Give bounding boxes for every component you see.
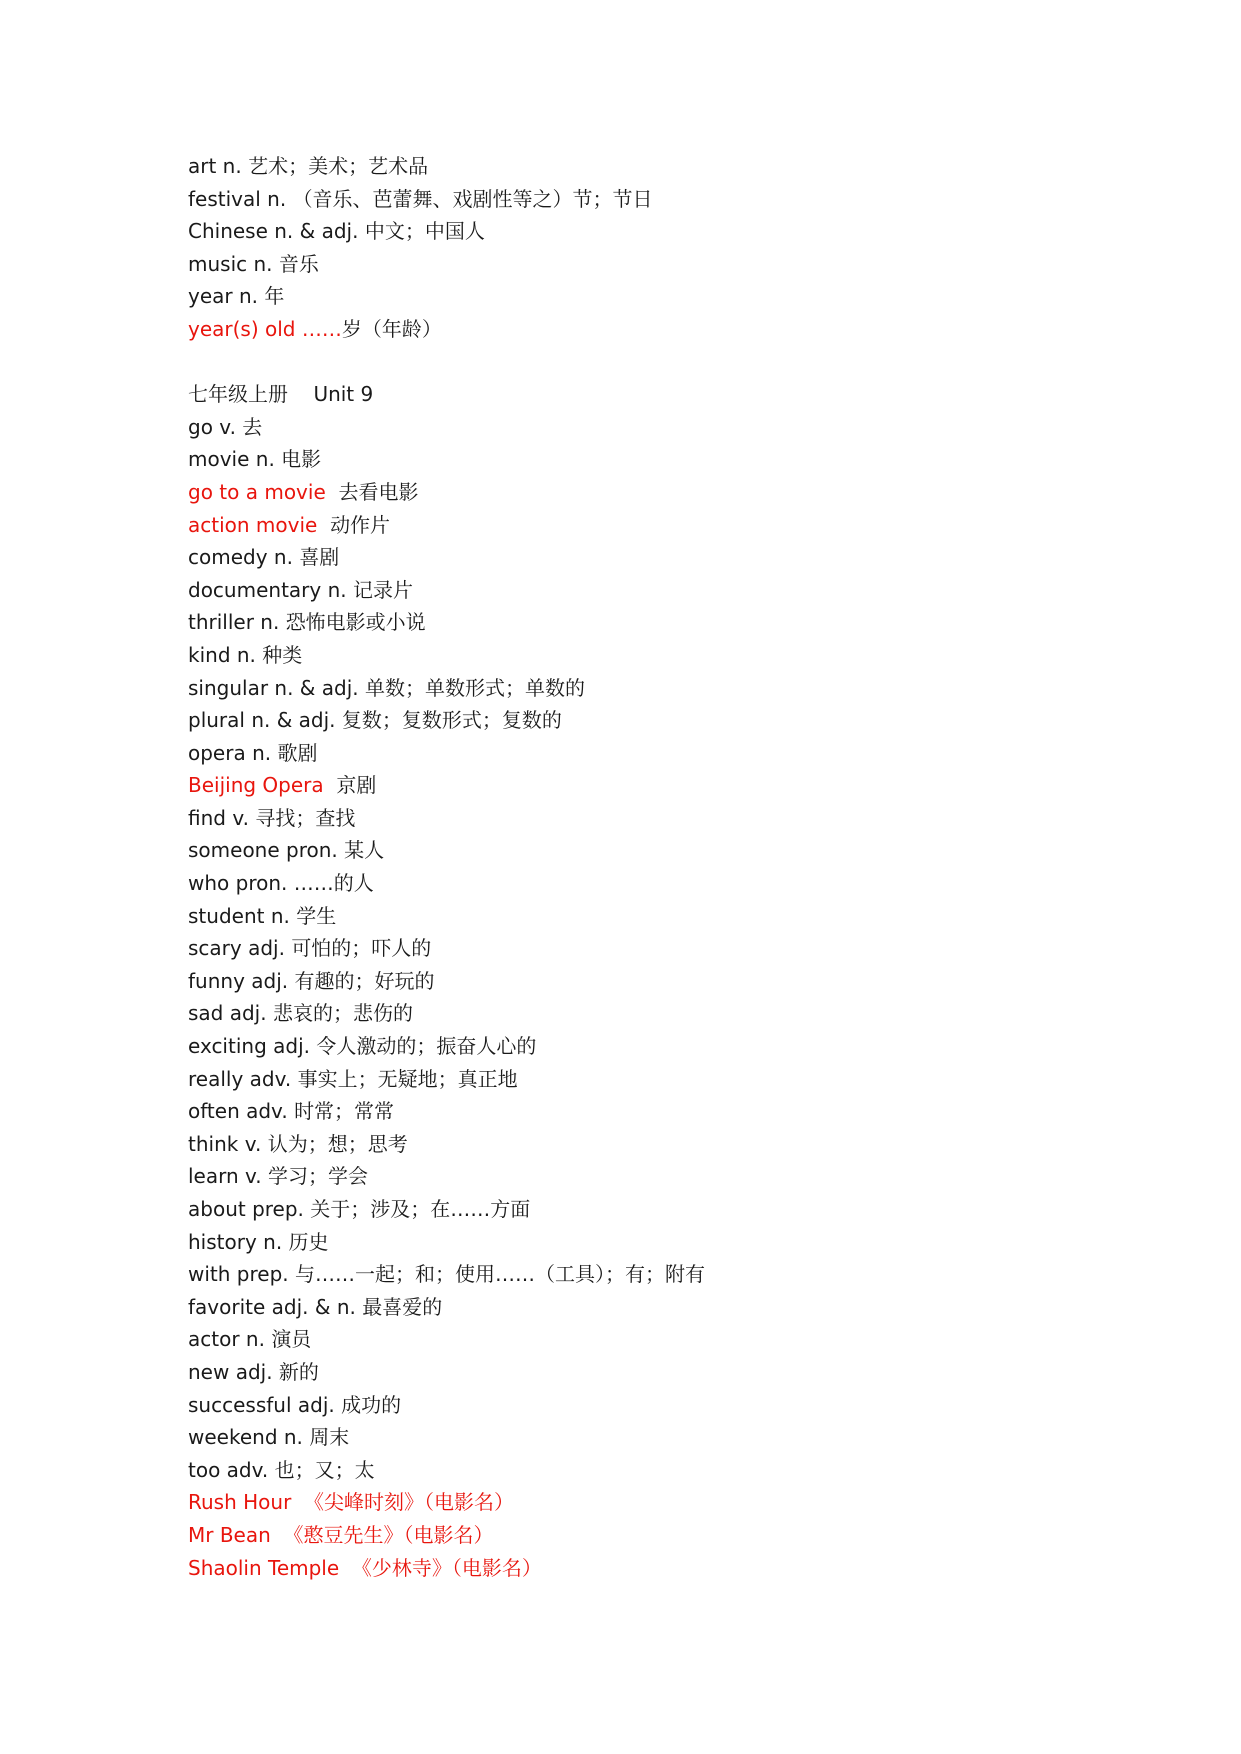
- vocab-definition: 令人激动的；振奋人心的: [316, 1034, 537, 1059]
- vocab-entry: [188, 704, 1188, 737]
- vocab-entry: [188, 672, 1188, 705]
- vocab-entry: [188, 1160, 1188, 1193]
- vocab-definition: 也；又；太: [274, 1457, 375, 1482]
- vocab-definition: 恐怖电影或小说: [285, 610, 426, 635]
- section-gap: [188, 346, 1188, 379]
- vocab-entry: [188, 183, 1188, 216]
- vocab-definition: 记录片: [352, 577, 413, 602]
- vocab-entry: [188, 769, 1188, 802]
- vocab-definition: 新的: [278, 1359, 319, 1384]
- vocab-definition: 关于；涉及；在……方面: [310, 1197, 531, 1221]
- vocab-entry: [188, 1193, 1188, 1226]
- vocab-entry: [188, 248, 1188, 281]
- vocab-definition: 与……一起；和；使用……（工具）；有；附有: [294, 1262, 705, 1287]
- vocab-term: about prep.: [188, 1197, 304, 1221]
- vocab-entry: [188, 639, 1188, 672]
- vocab-term: comedy n.: [188, 545, 293, 570]
- vocab-entry: [188, 737, 1188, 770]
- vocab-definition: 认为；想；思考: [267, 1131, 408, 1156]
- vocab-term: plural n. & adj.: [188, 708, 336, 733]
- vocab-entry: [188, 965, 1188, 998]
- vocab-term: with prep.: [188, 1262, 289, 1287]
- vocab-entry: [188, 574, 1188, 607]
- vocab-entry: [188, 932, 1188, 965]
- vocab-entry: [188, 1389, 1188, 1422]
- vocab-term: find v.: [188, 805, 249, 830]
- vocab-definition: 《尖峰时刻》（电影名）: [304, 1490, 515, 1515]
- vocab-term: thriller n.: [188, 610, 280, 635]
- vocab-term: exciting adj.: [188, 1034, 310, 1059]
- vocab-entry: [188, 1552, 1188, 1585]
- vocab-entry: [188, 150, 1188, 183]
- vocab-definition: 年: [264, 284, 285, 309]
- vocab-definition: 岁（年龄）: [341, 316, 442, 341]
- vocabulary-section-2: [188, 411, 1188, 1584]
- vocab-term: who pron. ……: [188, 871, 334, 896]
- vocab-term: often adv.: [188, 1099, 288, 1124]
- vocab-definition: 复数；复数形式；复数的: [341, 708, 562, 733]
- vocab-entry: [188, 606, 1188, 639]
- vocab-term: really adv.: [188, 1066, 292, 1091]
- unit-heading: [188, 378, 1188, 411]
- vocab-definition: 种类: [262, 642, 303, 667]
- vocab-definition: 《少林寺》（电影名）: [351, 1555, 542, 1580]
- vocab-term: singular n. & adj.: [188, 675, 359, 700]
- vocab-term: year(s) old ……: [188, 316, 342, 341]
- vocab-definition: 历史: [288, 1229, 329, 1254]
- vocab-term: think v.: [188, 1131, 262, 1156]
- vocab-entry: [188, 411, 1188, 444]
- vocab-term: movie n.: [188, 447, 275, 472]
- vocab-entry: [188, 1356, 1188, 1389]
- vocab-entry: [188, 1258, 1188, 1291]
- vocab-term: action movie: [188, 512, 318, 537]
- vocab-entry: [188, 313, 1188, 346]
- vocab-definition: 音乐: [278, 251, 319, 276]
- vocab-definition: 动作片: [330, 512, 391, 537]
- unit-heading-grade: 七年级上册: [188, 382, 288, 407]
- vocab-term: Mr Bean: [188, 1522, 271, 1547]
- vocab-definition: 悲哀的；悲伤的: [272, 1001, 413, 1026]
- vocab-entry: [188, 1291, 1188, 1324]
- vocab-entry: [188, 997, 1188, 1030]
- vocab-entry: [188, 541, 1188, 574]
- vocab-entry: [188, 1030, 1188, 1063]
- vocab-term: actor n.: [188, 1327, 265, 1352]
- vocab-entry: [188, 1226, 1188, 1259]
- vocab-entry: [188, 1519, 1188, 1552]
- vocab-definition: 有趣的；好玩的: [294, 968, 435, 993]
- vocab-definition: 《憨豆先生》（电影名）: [283, 1522, 494, 1547]
- vocab-entry: [188, 1063, 1188, 1096]
- vocab-definition: 学生: [296, 903, 337, 928]
- vocab-definition: 去看电影: [338, 479, 419, 504]
- vocab-entry: [188, 1128, 1188, 1161]
- vocab-term: sad adj.: [188, 1001, 267, 1026]
- vocab-term: successful adj.: [188, 1392, 335, 1417]
- vocab-definition: 的人: [333, 871, 374, 896]
- vocab-definition: （音乐、芭蕾舞、戏剧性等之）节；节日: [292, 186, 653, 211]
- vocab-entry: [188, 1421, 1188, 1454]
- vocab-definition: 艺术；美术；艺术品: [248, 154, 429, 178]
- vocab-entry: [188, 1095, 1188, 1128]
- vocab-definition: 去: [242, 414, 263, 439]
- vocabulary-list: [188, 150, 1188, 1584]
- vocab-term: Chinese n. & adj.: [188, 219, 359, 244]
- vocab-term: opera n.: [188, 740, 272, 765]
- vocabulary-section-1: [188, 150, 1188, 346]
- vocab-definition: 时常；常常: [294, 1099, 395, 1124]
- vocab-entry: [188, 280, 1188, 313]
- vocab-term: documentary n.: [188, 577, 347, 602]
- vocab-definition: 成功的: [341, 1392, 402, 1417]
- vocab-definition: 最喜爱的: [362, 1294, 443, 1319]
- vocab-term: weekend n.: [188, 1425, 303, 1450]
- vocab-term: Rush Hour: [188, 1490, 292, 1515]
- vocab-entry: [188, 900, 1188, 933]
- vocab-entry: [188, 1454, 1188, 1487]
- vocab-definition: 事实上；无疑地；真正地: [297, 1066, 518, 1091]
- vocab-entry: [188, 476, 1188, 509]
- vocab-definition: 京剧: [336, 773, 377, 798]
- vocab-term: new adj.: [188, 1359, 273, 1384]
- vocab-definition: 学习；学会: [268, 1164, 369, 1189]
- vocab-term: someone pron.: [188, 838, 338, 863]
- vocab-entry: [188, 834, 1188, 867]
- vocab-entry: [188, 215, 1188, 248]
- vocab-term: scary adj.: [188, 936, 285, 961]
- vocab-term: student n.: [188, 903, 290, 928]
- vocab-term: go to a movie: [188, 479, 326, 504]
- vocab-term: too adv.: [188, 1457, 269, 1482]
- vocab-entry: [188, 443, 1188, 476]
- vocab-term: history n.: [188, 1229, 283, 1254]
- vocab-definition: 寻找；查找: [255, 805, 356, 830]
- vocab-definition: 单数；单数形式；单数的: [364, 675, 585, 700]
- vocab-term: kind n.: [188, 642, 256, 667]
- vocab-term: Shaolin Temple: [188, 1555, 340, 1580]
- vocab-term: funny adj.: [188, 968, 289, 993]
- vocab-entry: [188, 802, 1188, 835]
- vocab-term: go v.: [188, 414, 236, 439]
- vocab-definition: 中文；中国人: [364, 219, 485, 244]
- vocab-definition: 电影: [281, 447, 322, 472]
- vocab-term: favorite adj. & n.: [188, 1294, 356, 1319]
- vocab-definition: 可怕的；吓人的: [291, 936, 432, 961]
- vocab-definition: 歌剧: [277, 740, 318, 765]
- vocab-entry: [188, 509, 1188, 542]
- vocab-term: art n.: [188, 154, 242, 178]
- vocab-definition: 喜剧: [299, 545, 340, 570]
- vocab-term: music n.: [188, 251, 273, 276]
- vocab-definition: 某人: [344, 838, 385, 863]
- vocab-term: Beijing Opera: [188, 773, 324, 798]
- vocab-definition: 周末: [309, 1425, 350, 1450]
- vocab-term: festival n.: [188, 186, 287, 211]
- vocab-term: year n.: [188, 284, 259, 309]
- vocab-term: learn v.: [188, 1164, 262, 1189]
- vocab-definition: 演员: [271, 1327, 312, 1352]
- unit-heading-unit: Unit 9: [313, 382, 374, 407]
- vocab-entry: [188, 867, 1188, 900]
- vocab-entry: [188, 1486, 1188, 1519]
- vocab-entry: [188, 1323, 1188, 1356]
